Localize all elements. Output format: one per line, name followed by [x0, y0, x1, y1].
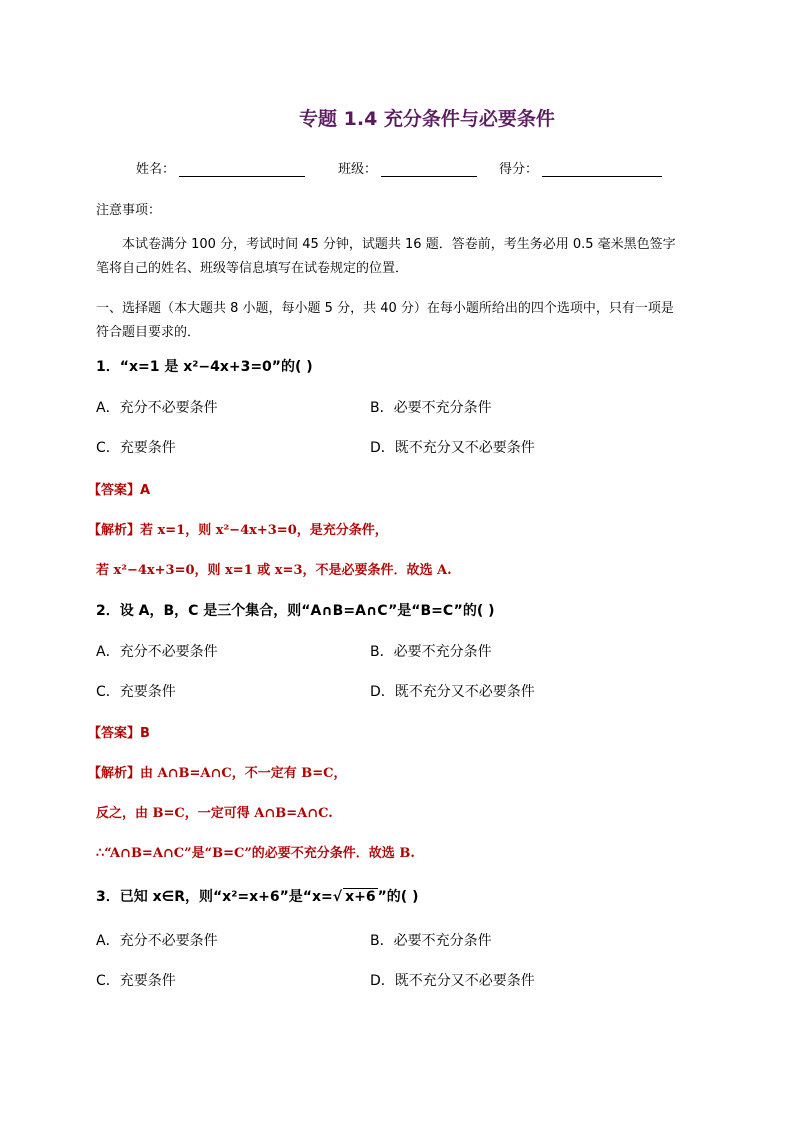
class-field	[338, 158, 477, 177]
q3-option-b[interactable]: B．必要不充分条件	[370, 933, 492, 949]
q2-option-d[interactable]: D．既不充分又不必要条件	[370, 684, 535, 700]
page-title: 专题 1.4 充分条件与必要条件	[299, 108, 555, 130]
sqrt-sign: √	[332, 889, 343, 905]
q3-option-d[interactable]: D．既不充分又不必要条件	[370, 973, 535, 989]
q3-option-c[interactable]: C．充要条件	[96, 973, 176, 989]
q2-text: 2．设 A，B，C 是三个集合，则“A∩B=A∩C”是“B=C”的( )	[96, 603, 495, 619]
section-line-1: 一、选择题（本大题共 8 小题，每小题 5 分，共 40 分）在每小题所给出的四个选项中，只有一项是	[96, 301, 674, 316]
q3-text-post: ”的( )	[377, 889, 419, 905]
q3-text	[96, 886, 418, 906]
q2-solution-3: ∴“A∩B=A∩C”是“B=C”的必要不充分条件．故选 B.	[96, 846, 415, 861]
q3-option-a[interactable]: A．充分不必要条件	[96, 933, 218, 949]
q2-solution-2: 反之，由 B=C，一定可得 A∩B=A∩C.	[96, 806, 333, 821]
q3-text-pre: 3．已知 x∈R，则“x²=x+6”是“x=	[96, 889, 333, 905]
q2-answer: 【答案】B	[88, 726, 150, 741]
q1-option-c[interactable]: C．充要条件	[96, 440, 176, 456]
score-field	[499, 158, 662, 177]
score-blank[interactable]	[542, 162, 662, 177]
notice-line-2: 笔将自己的姓名、班级等信息填写在试卷规定的位置．	[96, 261, 409, 276]
q1-solution-1: 【解析】若 x=1，则 x²−4x+3=0，是充分条件，	[88, 523, 388, 538]
q2-option-b[interactable]: B．必要不充分条件	[370, 644, 492, 660]
q2-option-c[interactable]: C．充要条件	[96, 684, 176, 700]
q1-option-d[interactable]: D．既不充分又不必要条件	[370, 440, 535, 456]
notice-line-1: 本试卷满分 100 分，考试时间 45 分钟，试题共 16 题．答卷前，考生务必用 0.5 毫米黑色签字	[122, 237, 676, 252]
q2-option-a[interactable]: A．充分不必要条件	[96, 644, 218, 660]
name-field	[136, 158, 305, 177]
name-blank[interactable]	[179, 162, 305, 177]
name-label: 姓名：	[136, 162, 176, 177]
q2-solution-1: 【解析】由 A∩B=A∩C，不一定有 B=C，	[88, 766, 347, 781]
class-blank[interactable]	[381, 162, 477, 177]
q1-text: 1．“x=1 是 x²−4x+3=0”的( )	[96, 359, 313, 375]
q1-answer: 【答案】A	[88, 483, 151, 498]
q1-option-a[interactable]: A．充分不必要条件	[96, 400, 218, 416]
class-label: 班级：	[338, 162, 378, 177]
q1-option-b[interactable]: B．必要不充分条件	[370, 400, 492, 416]
section-line-2: 符合题目要求的．	[96, 325, 201, 340]
q1-solution-2: 若 x²−4x+3=0，则 x=1 或 x=3，不是必要条件．故选 A.	[96, 563, 452, 578]
score-label: 得分：	[499, 162, 539, 177]
notice-heading: 注意事项：	[96, 203, 162, 218]
q3-radicand: x+6	[345, 889, 376, 905]
